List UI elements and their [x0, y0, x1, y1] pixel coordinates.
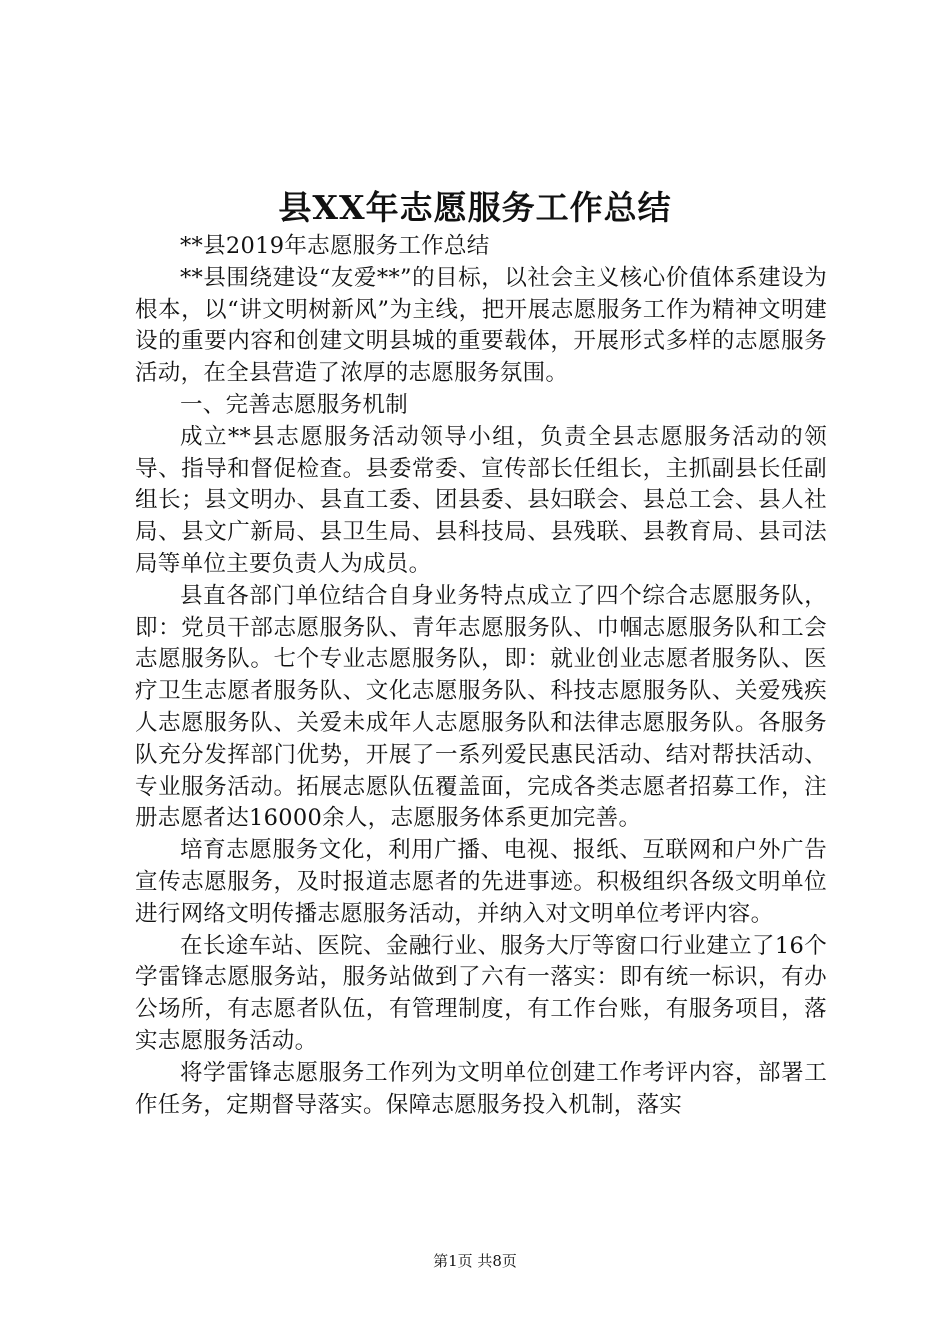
- body-paragraph: 将学雷锋志愿服务工作列为文明单位创建工作考评内容，部署工作任务，定期督导落实。保障志愿服务投入机制，落实: [135, 1059, 827, 1118]
- body-paragraph: 县直各部门单位结合自身业务特点成立了四个综合志愿服务队，即：党员干部志愿服务队、青年志愿服务队、巾帼志愿服务队和工会志愿服务队。七个专业志愿服务队，即：就业创业志愿者服务队、医疗卫生志愿者服务队、文化志愿服务队、科技志愿服务队、关爱残疾人志愿服务队、关爱未成年人志愿服务队和法律志愿服务队。各服务队充分发挥部门优势，开展了一系列爱民惠民活动、结对帮扶活动、专业服务活动。拓展志愿队伍覆盖面，完成各类志愿者招募工作，注册志愿者达16000余人，志愿服务体系更加完善。: [135, 582, 827, 832]
- intro-paragraph: **县围绕建设“友爱**”的目标，以社会主义核心价值体系建设为根本，以“讲文明树新风”为主线，把开展志愿服务工作为精神文明建设的重要内容和创建文明县城的重要载体，开展形式多样的志愿服务活动，在全县营造了浓厚的志愿服务氛围。: [135, 264, 827, 387]
- body-paragraph: 培育志愿服务文化，利用广播、电视、报纸、互联网和户外广告宣传志愿服务，及时报道志愿者的先进事迹。积极组织各级文明单位进行网络文明传播志愿服务活动，并纳入对文明单位考评内容。: [135, 837, 827, 927]
- section-heading: 一、完善志愿服务机制: [180, 391, 409, 418]
- page-number-footer: 第1页 共8页: [433, 1252, 517, 1270]
- subtitle-paragraph: **县2019年志愿服务工作总结: [180, 233, 490, 259]
- body-paragraph: 在长途车站、医院、金融行业、服务大厅等窗口行业建立了16个学雷锋志愿服务站，服务站做到了六有一落实：即有统一标识，有办公场所，有志愿者队伍，有管理制度，有工作台账，有服务项目，落实志愿服务活动。: [135, 932, 827, 1054]
- body-paragraph: 成立**县志愿服务活动领导小组，负责全县志愿服务活动的领导、指导和督促检查。县委常委、宣传部长任组长，主抓副县长任副组长；县文明办、县直工委、团县委、县妇联会、县总工会、县人社局、县文广新局、县卫生局、县科技局、县残联、县教育局、县司法局等单位主要负责人为成员。: [135, 423, 827, 577]
- document-title: 县XX年志愿服务工作总结: [278, 188, 672, 227]
- document-body: [135, 231, 827, 1121]
